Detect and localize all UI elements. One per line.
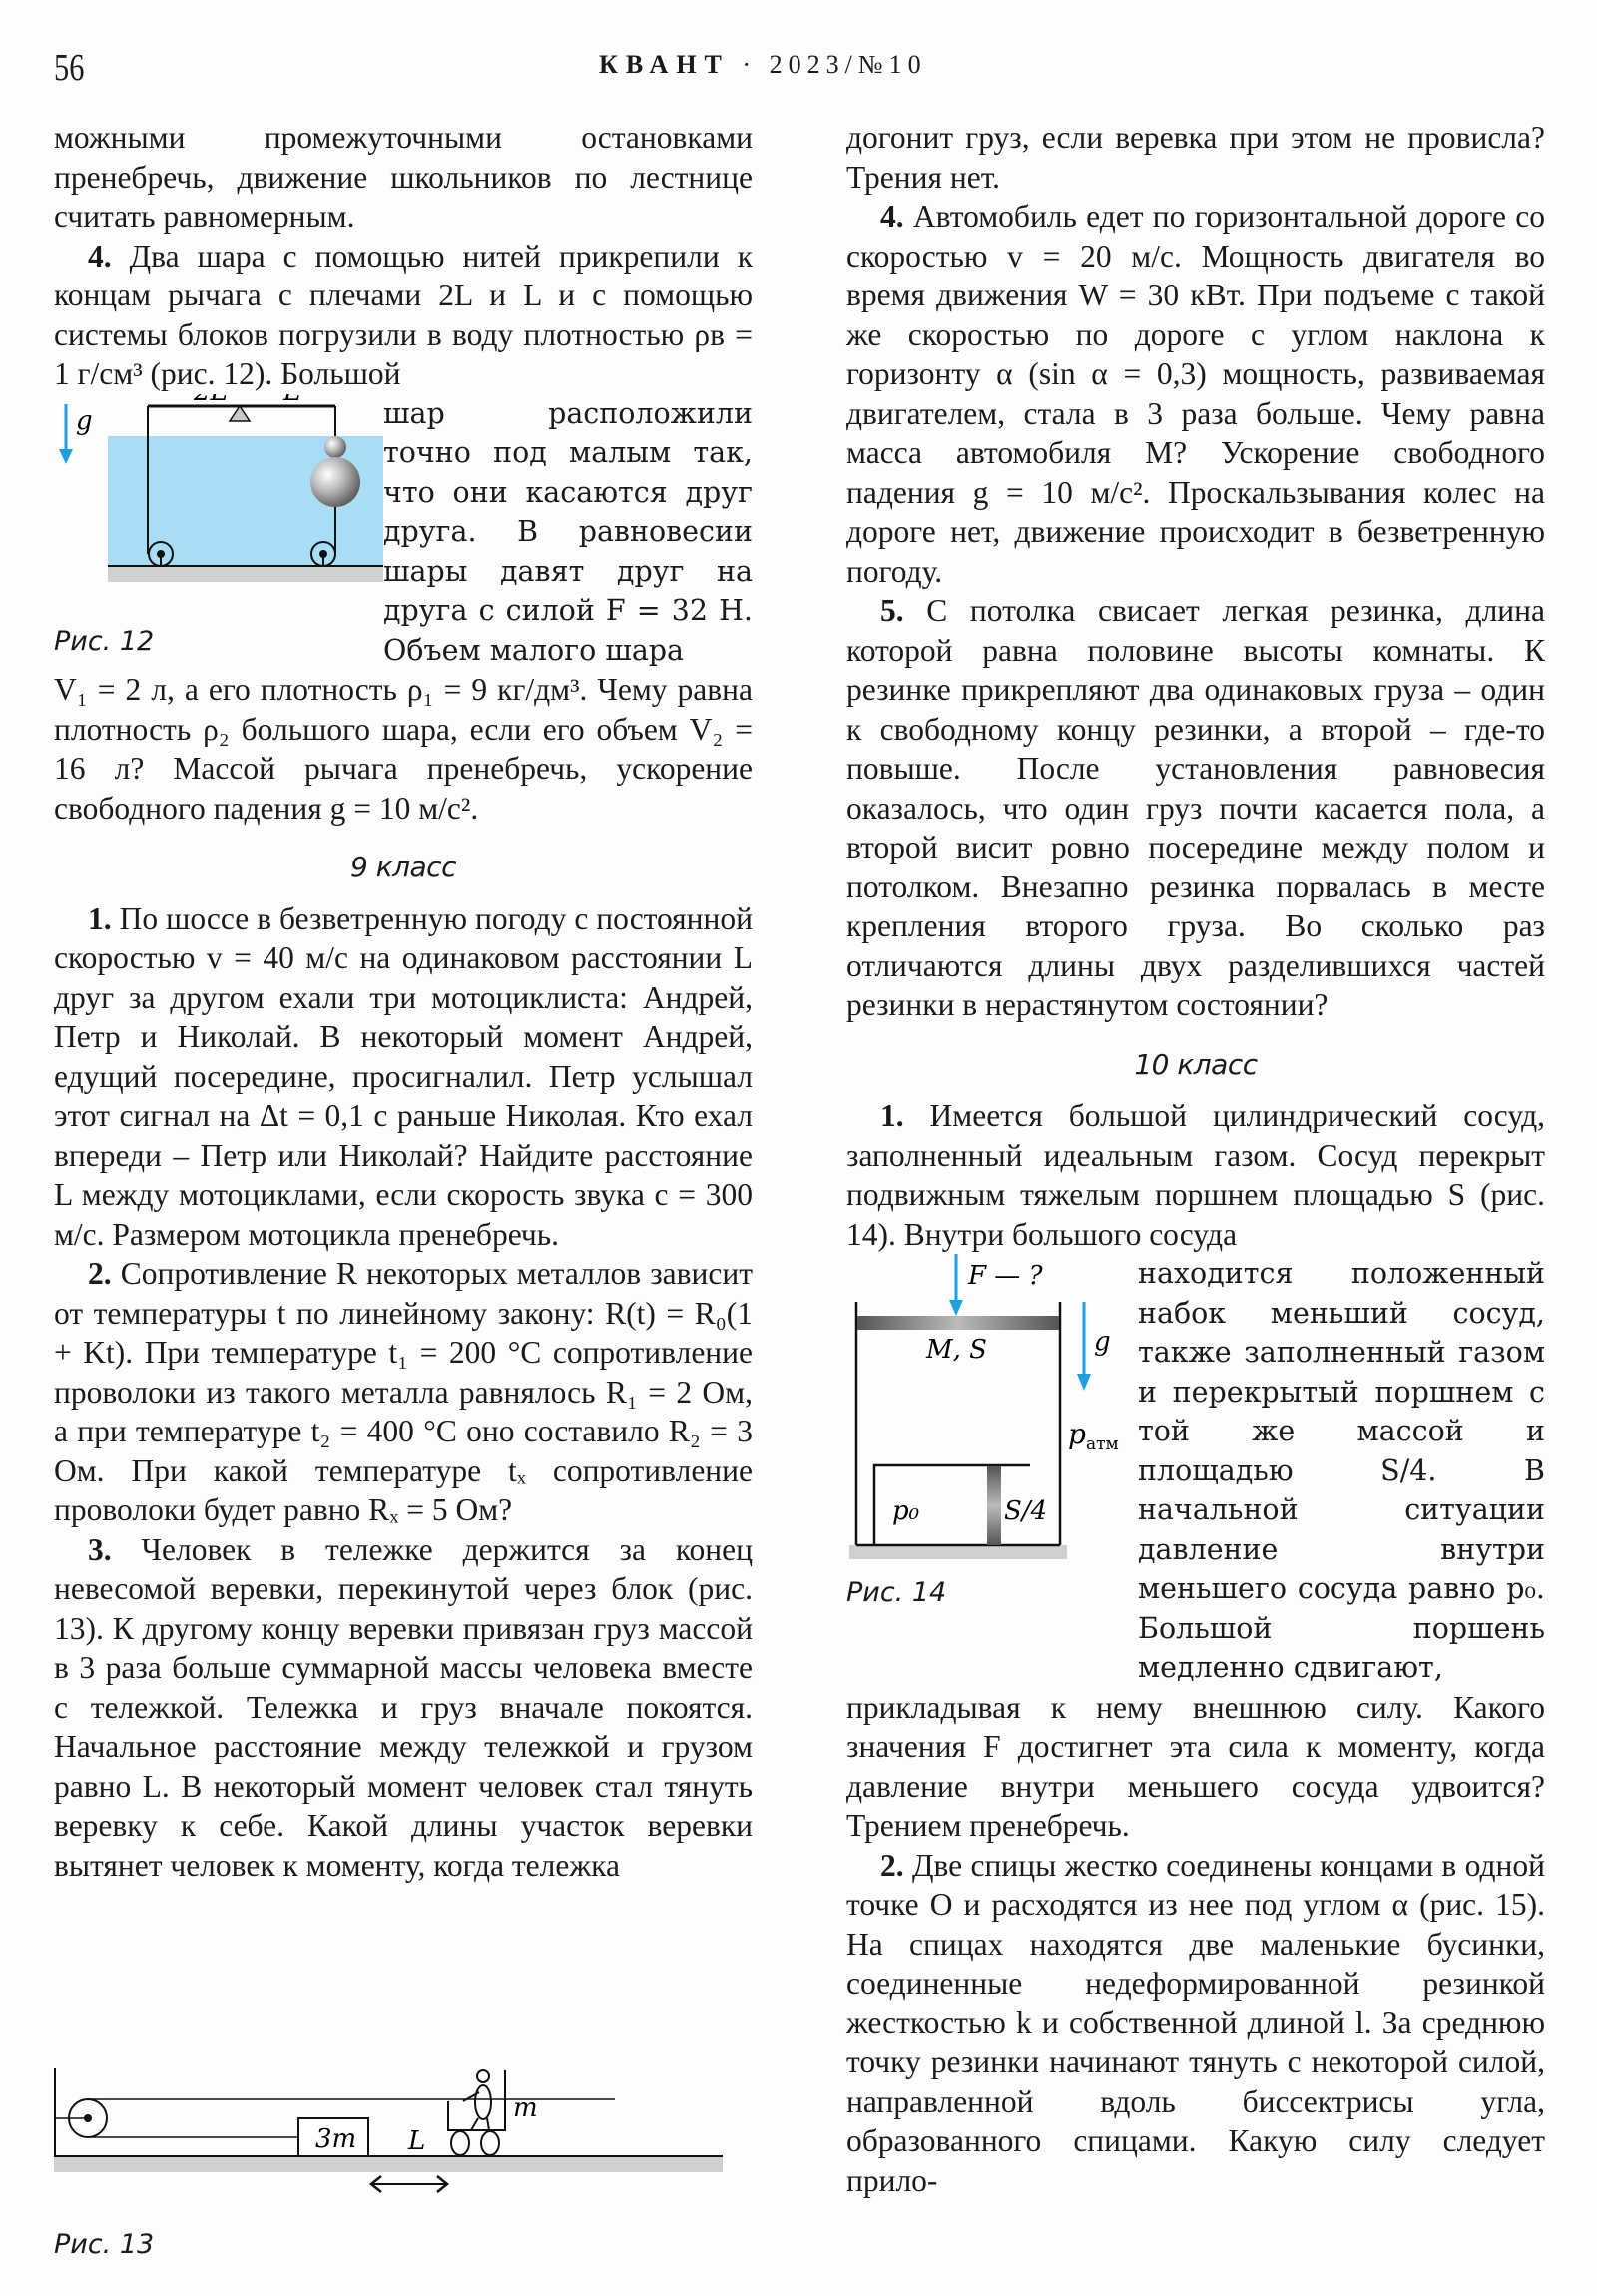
fulcrum-icon bbox=[230, 406, 250, 421]
problem-number: 3. bbox=[88, 1531, 112, 1567]
page-header bbox=[0, 40, 1597, 90]
right-column bbox=[846, 118, 1545, 2200]
problem-number: 5. bbox=[880, 593, 904, 628]
problem-text: С потолка свисает легкая резинка, длина которой равна половине высоты комнаты. К резинке прикрепляют два одинаковых груза – один к свободному концу резинки, а второй – где-то повыше. После установления равновесия оказалось, что один груз почти касается пола, а второй висит ровно посередине между полом и потолком. Внезапно резинка порвалась в месте крепления второго груза. Во сколько раз отличаются длины двух разделившихся частей резинки в нерастянутом состоянии? bbox=[846, 593, 1545, 1022]
floor bbox=[54, 2156, 723, 2172]
figure-14 bbox=[846, 1254, 1138, 1688]
floor bbox=[849, 1545, 1067, 1559]
label-patm: $p_{атм}$ bbox=[1068, 1418, 1119, 1454]
label-F: F — ? bbox=[968, 1261, 1043, 1291]
figure-14-side-text: находится положенный набок меньший сосуд, также заполненный газом и перекрытый поршнем с той же массой и площадью S/4. В начальной ситуации давление внутри меньшего сосуда равно p₀. Большой поршень медленно сдвигают, bbox=[1138, 1257, 1545, 1684]
figure-13-diagram bbox=[54, 2046, 773, 2206]
figure-14-block bbox=[846, 1254, 1545, 1688]
label-L bbox=[282, 394, 300, 407]
label-L: L bbox=[408, 2126, 426, 2156]
left-column bbox=[54, 118, 753, 1885]
problem-number: 1. bbox=[880, 1098, 904, 1133]
person-head bbox=[477, 2070, 489, 2082]
journal-title bbox=[599, 50, 927, 80]
label-S4: S/4 bbox=[1004, 1496, 1048, 1526]
label-2L bbox=[193, 394, 228, 407]
person-body bbox=[475, 2085, 491, 2119]
problem-9-1 bbox=[54, 899, 753, 1255]
label-g: g bbox=[76, 405, 93, 436]
figure-12-side-text: шар расположили точно под малым так, что они касаются друг друга. В равновесии шары давят друг на друга с силой F = 32 Н. Объем малого шара bbox=[383, 396, 753, 667]
figure-12-diagram bbox=[54, 394, 383, 619]
label-m: m bbox=[513, 2093, 538, 2123]
problem-text: По шоссе в безветренную погоду с постоянной скоростью v = 40 м/с на одинаковом расстоянии L друг за другом ехали три мотоциклиста: Андрей, Петр и Николай. В некоторый момент Андрей, едущий посередине, просигналил. Петр услышал этот сигнал на Δt = 0,1 с раньше Николая. Кто ехал впереди – Петр или Николай? Найдите расстояние L между мотоциклами, если скорость звука c = 300 м/с. Размером мотоцикла пренебречь. bbox=[54, 900, 753, 1252]
separator: · bbox=[742, 50, 758, 79]
problem-text: Две спицы жестко соединены концами в одной точке O и расходятся из нее под углом α (рис. 15). На спицах находятся две маленькие бусинки, соединенные недеформированной резинкой жесткостью k и собственной длиной l. За среднюю точку резинки начинают тянуть с некоторой силой, направленной вдоль биссектрисы угла, образованного спицами. Какую силу следует прило- bbox=[846, 1847, 1546, 2198]
problem-number: 1. bbox=[88, 900, 112, 936]
large-ball bbox=[310, 457, 360, 507]
label-p0: p₀ bbox=[892, 1496, 920, 1526]
problem-10-1 bbox=[846, 1096, 1545, 1254]
problem-9-3 bbox=[54, 1530, 753, 1886]
problem-text: Сопротивление R некоторых металлов зависит от температуры t по линейному закону: R(t) = R₀(1 + Kt). При температуре t₁ = 200 °С сопротивление проволоки из такого металла равнялось R₁ = 2 Ом, а при температуре t₂ = 400 °С оно составило R₂ = 3 Ом. При какой температуре tₓ сопротивление проволоки будет равно Rₓ = 5 Ом? bbox=[54, 1256, 753, 1527]
problem-9-5 bbox=[846, 591, 1545, 1025]
figure-12 bbox=[54, 394, 383, 671]
figure-13-caption: Рис. 13 bbox=[54, 2229, 155, 2260]
problem-9-4 bbox=[846, 197, 1545, 591]
problem-9-2 bbox=[54, 1254, 753, 1530]
problem-text: Автомобиль едет по горизонтальной дороге со скоростью v = 20 м/с. Мощность двигателя во время движения W = 30 кВт. При подъеме с такой же скоростью по дороге с углом наклона к горизонту α (sin α = 0,3) мощность, развиваемая двигателем, стала в 3 раза больше. Чему равна масса автомобиля M? Ускорение свободного падения g = 10 м/с². Проскальзывания колес на дороге нет, движение происходит в безветренную погоду. bbox=[846, 199, 1546, 589]
problem-text-cont: V₁ = 2 л, а его плотность ρ₁ = 9 кг/дм³. Чему равна плотность ρ₂ большого шара, если его объем V₂ = 16 л? Массой рычага пренебречь, ускорение свободного падения g = 10 м/с². bbox=[54, 672, 753, 826]
problem-number: 4. bbox=[880, 199, 904, 234]
figure-14-caption: Рис. 14 bbox=[846, 1576, 947, 1608]
figure-14-diagram bbox=[846, 1254, 1138, 1573]
paragraph-continued: догонит груз, если веревка при этом не провисла? Трения нет. bbox=[846, 120, 1545, 195]
figure-12-block bbox=[54, 394, 753, 671]
label-MS: M, S bbox=[926, 1335, 987, 1365]
paragraph-continued: можными промежуточными остановками пренебречь, движение школьников по лестнице считать равномерным. bbox=[54, 120, 753, 234]
journal-name: КВАНТ bbox=[599, 50, 730, 79]
page-number: 56 bbox=[54, 47, 85, 89]
problem-text-cont: прикладывая к нему внешнюю силу. Какого значения F достигнет эта сила к моменту, когда давление внутри меньшего сосуда удвоится? Трением пренебречь. bbox=[846, 1689, 1545, 1843]
problem-number: 2. bbox=[88, 1256, 112, 1291]
floor bbox=[108, 566, 383, 582]
large-piston bbox=[857, 1316, 1059, 1330]
problem-number: 2. bbox=[880, 1847, 904, 1883]
section-heading-9: 9 класс bbox=[350, 851, 456, 883]
issue-number: 2023/№10 bbox=[769, 50, 927, 79]
wheel-icon bbox=[451, 2131, 469, 2155]
section-heading-10: 10 класс bbox=[1134, 1047, 1258, 1081]
small-ball bbox=[324, 436, 346, 458]
problem-10-2 bbox=[846, 1846, 1545, 2201]
label-g: g bbox=[1094, 1327, 1111, 1357]
figure-13 bbox=[54, 2046, 773, 2266]
wheel-icon bbox=[481, 2131, 499, 2155]
problem-number: 4. bbox=[88, 238, 112, 274]
problem-text: Человек в тележке держится за конец невесомой веревки, перекинутой через блок (рис. 13). К другому концу веревки привязан груз массой в 3 раза больше суммарной массы человека вместе с тележкой. Тележка и груз вначале покоятся. Начальное расстояние между тележкой и грузом равно L. В некоторый момент человек стал тянуть веревку к себе. Какой длины участок веревки вытянет человек к моменту, когда тележка bbox=[54, 1531, 753, 1883]
label-3m: 3m bbox=[315, 2124, 357, 2154]
problem-8-4 bbox=[54, 237, 753, 394]
figure-12-caption: Рис. 12 bbox=[54, 626, 155, 657]
small-piston bbox=[987, 1466, 1001, 1545]
problem-text: Два шара с помощью нитей прикрепили к концам рычага с плечами 2L и L и с помощью системы блоков погрузили в воду плотностью ρв = 1 г/см³ (рис. 12). Большой bbox=[54, 238, 754, 391]
problem-text: Имеется большой цилиндрический сосуд, заполненный идеальным газом. Сосуд перекрыт подвижным тяжелым поршнем площадью S (рис. 14). Внутри большого сосуда bbox=[846, 1098, 1546, 1252]
